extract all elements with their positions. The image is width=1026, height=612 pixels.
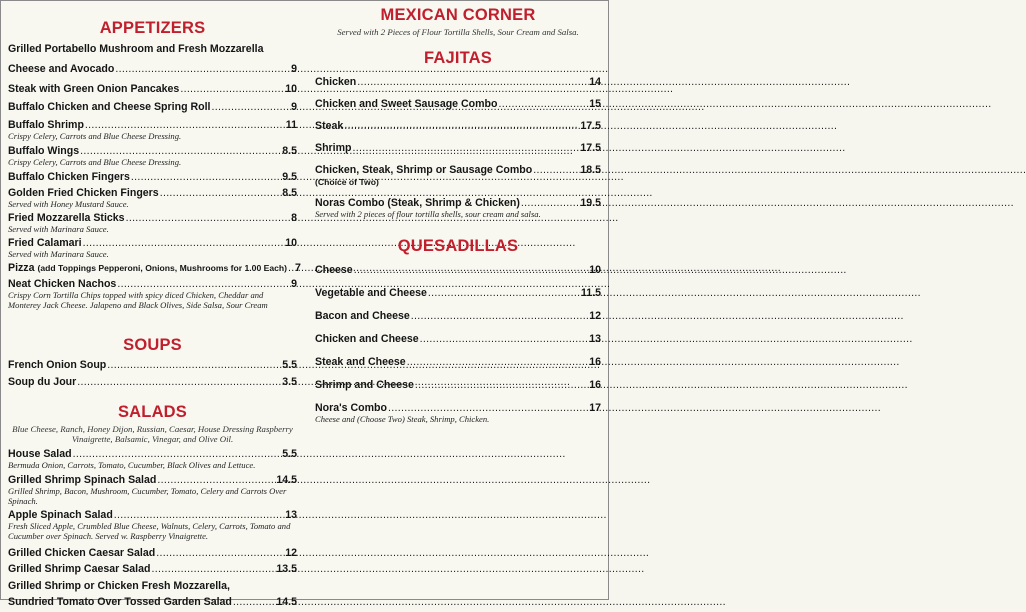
item-description: Crispy Corn Tortilla Chips topped with spicy diced Chicken, Cheddar and Monterey Jack Cheese. Jalapeno and Black Olives, Side Salsa, Sour Cream xyxy=(8,290,268,310)
menu-item xyxy=(8,58,297,83)
item-price: 17.5 xyxy=(580,142,601,154)
menu-item xyxy=(315,76,601,98)
item-description: Served with 2 pieces of flour tortilla shells, sour cream and salsa. xyxy=(315,209,541,219)
soups-list xyxy=(8,359,297,393)
item-name: Golden Fried Chicken Fingers xyxy=(8,187,159,199)
item-price: 14.5 xyxy=(276,596,297,608)
menu-item xyxy=(8,187,297,212)
item-name: Steak with Green Onion Pancakes xyxy=(8,83,180,95)
menu-item xyxy=(315,379,601,402)
item-name: Vegetable and Cheese xyxy=(315,287,427,299)
item-description: Crispy Celery, Carrots and Blue Cheese Dressing. xyxy=(8,157,182,167)
menu-item xyxy=(8,596,297,612)
menu-item xyxy=(8,43,297,58)
item-price: 11.5 xyxy=(580,287,601,299)
menu-item xyxy=(315,310,601,333)
item-price: 9 xyxy=(291,63,297,75)
menu-item xyxy=(315,164,601,197)
item-name: Buffalo Chicken Fingers xyxy=(8,171,130,183)
item-note: (add Toppings Pepperoni, Onions, Mushrooms for 1.00 Each) xyxy=(37,263,288,273)
item-name: Cheese and Avocado xyxy=(8,63,115,75)
item-price: 8.5 xyxy=(282,145,297,157)
menu-item xyxy=(8,543,297,563)
item-price: 9 xyxy=(291,101,297,113)
salads-dressings: Blue Cheese, Ranch, Honey Dijon, Russian, Caesar, House Dressing Raspberry Vinaigrette, Balsamic, Vinegar, and Olive Oil. xyxy=(12,424,293,444)
menu-item xyxy=(315,402,601,428)
left-column xyxy=(8,1,301,612)
item-name: Shrimp xyxy=(315,142,352,154)
item-description: Crispy Celery, Carrots and Blue Cheese Dressing. xyxy=(8,131,182,141)
item-price: 12 xyxy=(285,547,297,559)
menu-item xyxy=(8,278,297,324)
item-price: 13.5 xyxy=(276,563,297,575)
menu-item xyxy=(8,101,297,119)
item-price: 9 xyxy=(291,278,297,290)
item-price: 8.5 xyxy=(282,187,297,199)
menu-item xyxy=(315,356,601,379)
item-name: Nora's Combo xyxy=(315,402,387,414)
item-name: Steak xyxy=(315,120,344,132)
item-price: 8 xyxy=(291,212,297,224)
item-description: Bermuda Onion, Carrots, Tomato, Cucumber, Black Olives and Lettuce. xyxy=(8,460,256,470)
item-description: Served with Honey Mustard Sauce. xyxy=(8,199,129,209)
menu-item xyxy=(8,474,297,509)
fajitas-heading: FAJITAS xyxy=(423,49,493,67)
item-name: Fried Mozzarella Sticks xyxy=(8,212,125,224)
item-price: 10 xyxy=(285,83,297,95)
item-note: (Choice of Two) xyxy=(315,177,379,187)
appetizers-heading: APPETIZERS xyxy=(99,19,206,37)
item-name: Cheese xyxy=(315,264,353,276)
item-name: Bacon and Cheese xyxy=(315,310,410,322)
item-price: 9.5 xyxy=(282,171,297,183)
mexican-subtitle: Served with 2 Pieces of Flour Tortilla Shells, Sour Cream and Salsa. xyxy=(337,27,579,37)
item-name: Buffalo Wings xyxy=(8,145,80,157)
item-name: Grilled Shrimp Caesar Salad xyxy=(8,563,151,575)
menu-item xyxy=(8,119,297,145)
item-price: 13 xyxy=(589,333,601,345)
menu-item xyxy=(315,142,601,164)
item-name: Chicken xyxy=(315,76,357,88)
menu-item xyxy=(8,509,297,543)
menu-item xyxy=(315,287,601,310)
item-price: 3.5 xyxy=(282,376,297,388)
item-price: 12 xyxy=(589,310,601,322)
item-name: Grilled Shrimp or Chicken Fresh Mozzarella, xyxy=(8,580,230,592)
quesadillas-list xyxy=(315,264,601,428)
item-price: 16 xyxy=(589,356,601,368)
menu-item xyxy=(8,237,297,262)
menu-item xyxy=(315,98,601,120)
item-price: 11 xyxy=(285,119,297,131)
menu-item xyxy=(8,145,297,171)
menu-item xyxy=(8,448,297,474)
item-name: Soup du Jour xyxy=(8,376,77,388)
item-name: Chicken, Steak, Shrimp or Sausage Combo xyxy=(315,164,533,176)
item-name: Grilled Portabello Mushroom and Fresh Mozzarella xyxy=(8,43,264,55)
item-name: Chicken and Cheese xyxy=(315,333,419,345)
item-name: Neat Chicken Nachos xyxy=(8,278,117,290)
menu-item xyxy=(315,333,601,356)
item-price: 5.5 xyxy=(282,359,297,371)
item-name: French Onion Soup xyxy=(8,359,107,371)
right-column xyxy=(315,1,601,428)
menu-item xyxy=(8,212,297,237)
menu-item xyxy=(8,83,297,101)
item-description: Served with Marinara Sauce. xyxy=(8,249,109,259)
item-description: Grilled Shrimp, Bacon, Mushroom, Cucumber, Tomato, Celery and Carrots Over Spinach. xyxy=(8,486,287,506)
item-description: Served with Marinara Sauce. xyxy=(8,224,109,234)
soups-heading: SOUPS xyxy=(123,336,182,354)
item-name: House Salad xyxy=(8,448,72,460)
item-price: 18.5 xyxy=(580,164,601,176)
item-price: 15 xyxy=(589,98,601,110)
menu-item xyxy=(8,376,297,393)
item-name: Steak and Cheese xyxy=(315,356,406,368)
item-description: Fresh Sliced Apple, Crumbled Blue Cheese, Walnuts, Celery, Carrots, Tomato and Cucumber over Spinach. Served w. Raspberry Vinaigrette. xyxy=(8,521,291,541)
item-price: 10 xyxy=(589,264,601,276)
item-name: Grilled Shrimp Spinach Salad xyxy=(8,474,157,486)
item-description: Cheese and (Choose Two) Steak, Shrimp, Chicken. xyxy=(315,414,490,424)
menu-item xyxy=(8,563,297,580)
item-price: 10 xyxy=(285,237,297,249)
mexican-heading: MEXICAN CORNER xyxy=(380,6,536,24)
quesadillas-heading: QUESADILLAS xyxy=(397,237,519,255)
item-name: Fried Calamari xyxy=(8,237,82,249)
salads-heading: SALADS xyxy=(117,403,188,421)
item-name: Chicken and Sweet Sausage Combo xyxy=(315,98,498,110)
item-name: Sundried Tomato Over Tossed Garden Salad xyxy=(8,596,232,608)
menu-item xyxy=(8,580,297,596)
menu-item xyxy=(8,262,301,278)
fajitas-list xyxy=(315,76,601,225)
menu-item xyxy=(315,197,601,225)
item-name: Buffalo Shrimp xyxy=(8,119,84,131)
item-name: Apple Spinach Salad xyxy=(8,509,113,521)
menu-item xyxy=(315,264,601,287)
item-name: Pizza xyxy=(8,262,35,274)
item-price: 17 xyxy=(589,402,601,414)
item-price: 13 xyxy=(285,509,297,521)
item-price: 14.5 xyxy=(276,474,297,486)
item-name: Buffalo Chicken and Cheese Spring Roll xyxy=(8,101,211,113)
item-name: Shrimp and Cheese xyxy=(315,379,414,391)
menu-item xyxy=(315,120,601,142)
item-price: 14 xyxy=(589,76,601,88)
appetizers-list xyxy=(8,43,301,324)
item-price: 7 xyxy=(295,262,301,274)
item-name: Noras Combo (Steak, Shrimp & Chicken) xyxy=(315,197,520,209)
item-price: 19.5 xyxy=(580,197,601,209)
item-price: 16 xyxy=(589,379,601,391)
item-price: 5.5 xyxy=(282,448,297,460)
menu-item xyxy=(8,171,297,187)
item-name: Grilled Chicken Caesar Salad xyxy=(8,547,156,559)
menu-item xyxy=(8,359,297,376)
salads-list xyxy=(8,448,297,612)
item-price: 17.5 xyxy=(580,120,601,132)
